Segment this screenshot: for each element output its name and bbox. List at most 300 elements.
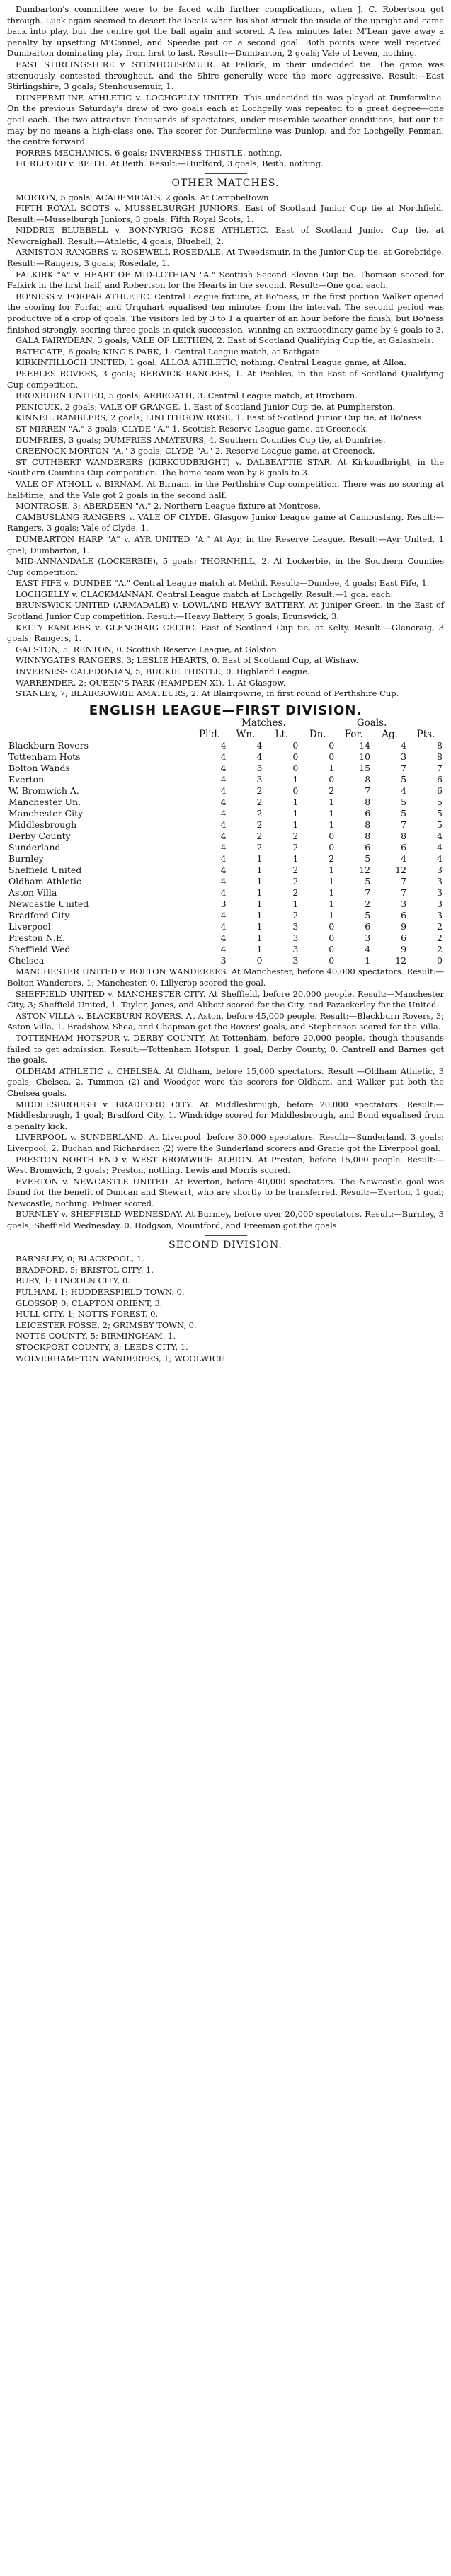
match-report — [7, 1099, 444, 1133]
stat-f: 6 — [365, 842, 371, 853]
divider — [205, 173, 247, 174]
stat-f: 8 — [365, 831, 371, 842]
stat-pts: 4 — [437, 842, 443, 853]
second-division-result: WOLVERHAMPTON WANDERERS, 1; WOOLWICH — [16, 1353, 226, 1363]
stat-w: 1 — [256, 876, 263, 887]
intro-section — [7, 4, 444, 59]
match-text: At Blairgowrie, in first round of Perthshire Cup. — [201, 688, 399, 699]
match-report — [7, 666, 444, 678]
table-row — [7, 819, 444, 831]
stat-a: 6 — [401, 842, 407, 853]
match-text: East of Scotland Qualifying Cup tie, at Galashiels. — [227, 335, 434, 346]
match-heading: BO'NESS v. FORFAR ATHLETIC. — [16, 291, 152, 301]
match-text: Central League match, at Broxburn. — [207, 391, 358, 401]
table-row — [7, 887, 444, 899]
match-report — [7, 446, 444, 457]
stat-a: 7 — [401, 819, 407, 831]
stat-pts: 3 — [437, 865, 443, 876]
table-row — [7, 932, 444, 944]
stat-pts: 4 — [437, 853, 443, 865]
match-report — [7, 479, 444, 501]
stat-d: 0 — [329, 740, 335, 751]
stat-pl: 4 — [220, 876, 227, 887]
match-report — [7, 424, 444, 435]
match-text: At Lockerbie, in the Southern Counties Cup competition. — [7, 556, 444, 577]
stat-a: 8 — [401, 831, 407, 842]
match-report — [7, 357, 444, 369]
match-text: At Burnley, before over 20,000 spectators. Result:—Burnley, 3 goals; Sheffield Wednesday, 0. Hodgson, Mountford, and Freeman got the goals. — [7, 1209, 444, 1231]
match-text: Central League match, at Bathgate. — [174, 346, 323, 357]
stat-w: 2 — [256, 831, 263, 842]
match-text: East of Scotland Junior Cup tie, at Bo'ness. — [246, 412, 425, 423]
stat-f: 8 — [365, 797, 371, 808]
stat-f: 7 — [365, 887, 371, 899]
match-heading: KELTY RANGERS v. GLENCRAIG CELTIC. — [16, 622, 198, 633]
stat-l: 1 — [292, 899, 299, 910]
second-division-result: GLOSSOP, 0; CLAPTON ORIENT, 3. — [16, 1298, 163, 1308]
second-division-result: NOTTS COUNTY, 5; BIRMINGHAM, 1. — [16, 1331, 176, 1341]
stat-pts: 8 — [437, 740, 443, 751]
match-heading: PEEBLES ROVERS, 3 goals; BERWICK RANGERS, 1. — [16, 369, 244, 379]
match-report — [7, 989, 444, 1011]
league-title: ENGLISH LEAGUE—FIRST DIVISION. — [89, 703, 362, 718]
stat-pts: 3 — [437, 876, 443, 887]
match-report — [7, 1177, 444, 1210]
stat-a: 7 — [401, 763, 407, 774]
stat-l: 3 — [292, 921, 299, 932]
stat-w: 3 — [256, 763, 263, 774]
stat-a: 4 — [401, 785, 407, 797]
team-name: Manchester City — [8, 808, 84, 819]
match-heading: MANCHESTER UNITED v. BOLTON WANDERERS. — [16, 966, 229, 977]
match-text: This undecided tie was played at Dunfermline. On the previous Saturday's draw of two goals each at Lochgelly was repeated to a great degree—one goal each. The two attractive thousands of spectators, under miserable weather conditions, but our tie may by no means a high-class one. The scorer for Dunfermline was Dunlop, and for Lochgelly, Penman, the centre forward. — [7, 92, 444, 147]
stat-w: 3 — [256, 774, 263, 785]
match-heading: VALE OF ATHOLL v. BIRNAM. — [16, 478, 144, 489]
match-text: At Glasgow. — [237, 677, 286, 688]
team-name: Sheffield United — [8, 865, 82, 876]
stat-l: 0 — [292, 740, 299, 751]
second-division-results — [7, 1254, 444, 1364]
match-text: Glasgow Junior League game at Cambuslang. Result:—Rangers, 3 goals; Vale of Clyde, 1. — [7, 512, 445, 533]
stat-a: 3 — [401, 899, 407, 910]
stat-f: 8 — [365, 774, 371, 785]
stat-pts: 4 — [437, 831, 443, 842]
stat-l: 0 — [292, 763, 299, 774]
match-heading: ST CUTHBERT WANDERERS (KIRKCUDBRIGHT) v. DALBEATTIE STAR. — [16, 456, 333, 467]
second-division-result: STOCKPORT COUNTY, 3; LEEDS CITY, 1. — [16, 1342, 188, 1352]
stat-pts: 5 — [437, 797, 443, 808]
match-text: At Tottenham, before 20,000 people, though thousands failed to get admission. Result:—Tottenham Hotspur, 1 goal; Derby County, 0. Cantrell and Barnes got the goals. — [7, 1032, 445, 1065]
stat-w: 1 — [256, 910, 263, 921]
match-heading: ARNISTON RANGERS v. ROSEWELL ROSEDALE. — [16, 247, 224, 258]
stat-a: 7 — [401, 887, 407, 899]
match-report — [7, 556, 444, 578]
match-text: East of Scotland Junior Cup tie, at Pumpherston. — [193, 401, 395, 412]
team-name: Manchester Un. — [8, 797, 81, 808]
match-text: At Kirkcudbright, in the Southern Counties Cup competition. The home team won by 8 goals to 3. — [7, 456, 445, 478]
other-matches — [7, 192, 444, 700]
stat-pl: 4 — [220, 763, 227, 774]
stat-d: 1 — [329, 797, 335, 808]
match-report — [7, 966, 444, 988]
match-report — [7, 402, 444, 413]
second-division-result: HULL CITY, 1; NOTTS FOREST, 0. — [16, 1309, 159, 1319]
match-heading: FIFTH ROYAL SCOTS v. MUSSELBURGH JUNIORS. — [16, 203, 241, 214]
table-row — [7, 865, 444, 876]
match-report — [7, 645, 444, 656]
stat-d: 1 — [329, 808, 335, 819]
match-text: Scottish Reserve League, at Galston. — [127, 644, 280, 654]
second-division-result: BARNSLEY, 0; BLACKPOOL, 1. — [16, 1254, 144, 1264]
stat-pts: 5 — [437, 819, 443, 831]
match-report — [7, 1011, 444, 1033]
stat-a: 4 — [401, 853, 407, 865]
match-text: At Peebles, in the East of Scotland Qualifying Cup competition. — [7, 369, 445, 390]
stat-pl: 4 — [220, 740, 227, 751]
match-report — [7, 148, 444, 159]
scottish-results — [7, 59, 444, 170]
stat-f: 14 — [359, 740, 371, 751]
stat-w: 1 — [256, 921, 263, 932]
match-heading: KINNEIL RAMBLERS, 2 goals; LINLITHGOW ROSE, 1. — [16, 412, 244, 423]
match-text: At Middlesbrough, before 20,000 spectators. Result:—Middlesbrough, 1 goal; Bradford City, 1. Windridge scored for Middlesbrough, and Bond equalised from a penalty kick. — [7, 1099, 444, 1131]
team-name: Middlesbrough — [8, 819, 77, 831]
stat-pts: 3 — [437, 887, 443, 899]
stat-w: 4 — [256, 751, 263, 763]
stat-f: 15 — [359, 763, 371, 774]
match-text: Southern Counties Cup tie, at Dumfries. — [219, 434, 386, 445]
match-heading: LOCHGELLY v. CLACKMANNAN. — [16, 589, 154, 599]
stat-w: 1 — [256, 899, 263, 910]
stat-pts: 5 — [437, 808, 443, 819]
stat-d: 1 — [329, 819, 335, 831]
match-report — [7, 347, 444, 358]
table-row — [7, 751, 444, 763]
stat-w: 2 — [256, 808, 263, 819]
match-heading: GALA FAIRYDEAN, 3 goals; VALE OF LEITHEN, 2. — [16, 335, 225, 346]
match-text: At Sheffield, before 20,000 people. Result:—Manchester City, 3; Sheffield United, 1. Taylor, Jones, and Abbott scored for the City, and Fazackerley for the United. — [7, 988, 445, 1010]
english-results — [7, 966, 444, 1231]
col-header: For. — [344, 729, 363, 741]
stat-pl: 4 — [220, 853, 227, 865]
stat-pl: 3 — [220, 955, 227, 966]
stat-pts: 2 — [437, 932, 443, 944]
stat-pts: 8 — [437, 751, 443, 763]
match-report — [7, 412, 444, 424]
match-text: Central League match at Lochgelly. Result:—1 goal each. — [156, 589, 394, 599]
stat-f: 1 — [365, 955, 371, 966]
stat-pts: 2 — [437, 944, 443, 955]
stat-l: 2 — [292, 887, 299, 899]
stat-l: 2 — [292, 842, 299, 853]
match-heading: ST MIRREN "A," 3 goals; CLYDE "A," 1. — [16, 423, 181, 434]
stat-pl: 4 — [220, 921, 227, 932]
match-text: Central League match at Methil. Result:—Dundee, 4 goals; East Fife, 1. — [132, 578, 430, 589]
stat-d: 0 — [329, 751, 335, 763]
match-text: At Preston, before 15,000 people. Result:—West Bromwich, 2 goals; Preston, nothing. Lewis and Morris scored. — [7, 1154, 444, 1176]
stat-pl: 4 — [220, 910, 227, 921]
second-division-result: LEICESTER FOSSE, 2; GRIMSBY TOWN, 0. — [16, 1319, 197, 1330]
match-heading: GREENOCK MORTON "A," 3 goals; CLYDE "A," 2. — [16, 446, 223, 456]
match-text: East of Scotland Junior Cup tie, at Newcraighall. Result:—Athletic, 4 goals; Bluebell, 2. — [7, 225, 444, 246]
match-text: At Campbeltown. — [200, 192, 272, 202]
match-heading: WARRENDER, 2; QUEEN'S PARK (HAMPDEN XI), 1. — [16, 677, 235, 688]
team-name: W. Bromwich A. — [8, 785, 79, 797]
matches-header: Matches. — [241, 717, 286, 729]
stat-d: 0 — [329, 842, 335, 853]
stat-a: 3 — [401, 751, 407, 763]
stat-a: 5 — [401, 808, 407, 819]
stat-pts: 3 — [437, 910, 443, 921]
match-text: At Aston, before 45,000 people. Result:—Blackburn Rovers, 3; Aston Villa, 1. Bradshaw, Shea, and Chapman got the Rovers' goals, and Stephenson scored for the Villa. — [7, 1010, 445, 1032]
stat-d: 1 — [329, 876, 335, 887]
stat-f: 8 — [365, 819, 371, 831]
match-text: At Tweedsmuir, in the Junior Cup tie, at Gorebridge. Result:—Rangers, 3 goals; Rosedale, 1. — [7, 247, 444, 269]
col-header: Wn. — [236, 729, 256, 741]
stat-l: 3 — [292, 955, 299, 966]
match-report — [7, 59, 444, 93]
stat-w: 2 — [256, 819, 263, 831]
table-row — [7, 876, 444, 887]
match-text: At Falkirk, in their undecided tie. The game was strenuously contested throughout, and the Shire generally were the more aggressive. Result:—East Stirlingshire, 3 goals; Stenhousemuir, 1. — [7, 59, 445, 92]
table-row — [7, 921, 444, 932]
stat-d: 0 — [329, 944, 335, 955]
team-name: Oldham Athletic — [8, 876, 81, 887]
stat-l: 1 — [292, 774, 299, 785]
stat-w: 2 — [256, 842, 263, 853]
match-heading: LIVERPOOL v. SUNDERLAND. — [16, 1132, 146, 1143]
match-report — [7, 589, 444, 601]
match-heading: PENICUIK, 2 goals; VALE OF GRANGE, 1. — [16, 401, 191, 412]
match-report — [7, 93, 444, 148]
match-text: Scottish Reserve League game, at Greenock. — [182, 423, 369, 434]
match-text: At Everton, before 40,000 spectators. The Newcastle goal was found for the benefit of Duncan and Stewart, who are shortly to be transferred. Result:—Everton, 1 goal; Newcastle, nothing. Palmer scored. — [7, 1176, 444, 1208]
col-header: Pts. — [416, 729, 435, 741]
team-name: Preston N.E. — [8, 932, 65, 944]
match-report — [7, 1033, 444, 1066]
match-heading: PRESTON NORTH END v. WEST BROMWICH ALBION. — [16, 1154, 254, 1165]
stat-l: 1 — [292, 819, 299, 831]
stat-pl: 4 — [220, 774, 227, 785]
table-row — [7, 955, 444, 966]
stat-f: 7 — [365, 785, 371, 797]
match-report — [7, 678, 444, 689]
team-name: Sunderland — [8, 842, 61, 853]
league-table-body — [7, 740, 444, 966]
second-division-result: BRADFORD, 5; BRISTOL CITY, 1. — [16, 1264, 154, 1275]
stat-a: 5 — [401, 797, 407, 808]
team-name: Derby County — [8, 831, 71, 842]
stat-f: 12 — [359, 865, 371, 876]
stat-d: 1 — [329, 865, 335, 876]
stat-pl: 4 — [220, 785, 227, 797]
stat-pl: 4 — [220, 819, 227, 831]
team-name: Blackburn Rovers — [8, 740, 89, 751]
stat-d: 0 — [329, 774, 335, 785]
match-text: At Liverpool, before 30,000 spectators. Result:—Sunderland, 3 goals; Liverpool, 2. Buchan and Richardson (2) were the Sunderland scorers and Gracie got the Liverpool goal. — [7, 1132, 444, 1153]
league-table — [7, 717, 444, 966]
table-row — [7, 797, 444, 808]
second-division-title: SECOND DIVISION. — [169, 1239, 282, 1251]
match-text: East of Scotland Cup, at Wishaw. — [222, 655, 359, 666]
match-heading: BURNLEY v. SHEFFIELD WEDNESDAY. — [16, 1209, 183, 1220]
match-heading: DUNFERMLINE ATHLETIC v. LOCHGELLY UNITED. — [16, 92, 241, 103]
stat-a: 7 — [401, 876, 407, 887]
table-row — [7, 910, 444, 921]
stat-f: 5 — [365, 876, 371, 887]
stat-a: 4 — [401, 740, 407, 751]
col-header: Ag. — [382, 729, 398, 741]
match-report — [7, 512, 444, 534]
match-report — [7, 158, 444, 170]
stat-pts: 2 — [437, 921, 443, 932]
stat-d: 0 — [329, 921, 335, 932]
stat-l: 2 — [292, 910, 299, 921]
stat-d: 0 — [329, 955, 335, 966]
stat-w: 1 — [256, 887, 263, 899]
stat-pts: 7 — [437, 763, 443, 774]
match-report — [7, 1155, 444, 1177]
table-row — [7, 853, 444, 865]
match-text: Central League game, at Alloa. — [278, 357, 406, 368]
match-text: Northern League fixture at Montrose. — [164, 501, 321, 512]
match-text: At Juniper Green, in the East of Scotland Junior Cup competition. Result:—Heavy Battery, 5 goals; Brunswick, 3. — [7, 600, 444, 622]
match-heading: WINNYGATES RANGERS, 3; LESLIE HEARTS, 0. — [16, 655, 220, 666]
stat-d: 1 — [329, 887, 335, 899]
match-text: At Manchester, before 40,000 spectators. Result:—Bolton Wanderers, 1; Manchester, 0. Lillycrop scored the goal. — [7, 966, 444, 988]
match-text: Reserve League game, at Greenock. — [225, 446, 375, 456]
match-heading: CAMBUSLANG RANGERS v. VALE OF CLYDE. — [16, 512, 211, 522]
stat-w: 2 — [256, 785, 263, 797]
other-matches-title: OTHER MATCHES. — [171, 177, 280, 189]
match-text: At Oldham, before 15,000 spectators. Result:—Oldham Athletic, 3 goals; Chelsea, 2. Tummon (2) and Woodger were the scorers for Oldham, and Walker put both the Chelsea goals. — [7, 1065, 445, 1098]
stat-a: 12 — [395, 955, 407, 966]
stat-f: 3 — [365, 932, 371, 944]
stat-w: 2 — [256, 797, 263, 808]
stat-pl: 4 — [220, 751, 227, 763]
stat-d: 2 — [329, 853, 335, 865]
match-heading: ASTON VILLA v. BLACKBURN ROVERS. — [16, 1010, 183, 1021]
match-heading: MID-ANNANDALE (LOCKERBIE), 5 goals; THORNHILL, 2. — [16, 556, 270, 567]
match-heading: BATHGATE, 6 goals; KING'S PARK, 1. — [16, 346, 172, 357]
team-name: Everton — [8, 774, 45, 785]
match-report — [7, 501, 444, 512]
stat-a: 6 — [401, 910, 407, 921]
stat-pts: 6 — [437, 785, 443, 797]
match-heading: BRUNSWICK UNITED (ARMADALE) v. LOWLAND HEAVY BATTERY. — [16, 600, 306, 611]
match-heading: EAST STIRLINGSHIRE v. STENHOUSEMUIR. — [16, 59, 216, 69]
stat-pl: 4 — [220, 887, 227, 899]
stat-f: 4 — [365, 944, 371, 955]
match-text: East of Scotland Cup tie, at Kelty. Result:—Glencraig, 3 goals; Rangers, 1. — [7, 622, 444, 644]
match-report — [7, 534, 444, 556]
second-division-result: FULHAM, 1; HUDDERSFIELD TOWN, 0. — [16, 1287, 185, 1298]
match-report — [7, 270, 444, 291]
col-header: Pl'd. — [199, 729, 221, 741]
goals-header: Goals. — [356, 717, 387, 729]
stat-w: 1 — [256, 865, 263, 876]
table-head-group — [7, 717, 444, 729]
table-row — [7, 944, 444, 955]
match-heading: EAST FIFE v. DUNDEE "A." — [16, 578, 131, 589]
match-report — [7, 369, 444, 391]
stat-pl: 3 — [220, 899, 227, 910]
stat-f: 5 — [365, 853, 371, 865]
match-report — [7, 623, 444, 645]
table-row — [7, 808, 444, 819]
match-heading: GALSTON, 5; RENTON, 0. — [16, 644, 125, 654]
divider — [205, 1235, 247, 1236]
match-report — [7, 291, 444, 335]
match-report — [7, 192, 444, 204]
stat-l: 2 — [292, 876, 299, 887]
match-report — [7, 655, 444, 666]
table-row — [7, 774, 444, 785]
match-report — [7, 600, 444, 622]
team-name: Sheffield Wed. — [8, 944, 74, 955]
col-header: Dn. — [309, 729, 326, 741]
stat-d: 1 — [329, 910, 335, 921]
stat-w: 0 — [256, 955, 263, 966]
stat-f: 10 — [359, 751, 371, 763]
stat-w: 1 — [256, 932, 263, 944]
stat-l: 1 — [292, 797, 299, 808]
match-heading: MIDDLESBROUGH v. BRADFORD CITY. — [16, 1099, 193, 1109]
stat-w: 1 — [256, 853, 263, 865]
team-name: Bradford City — [8, 910, 70, 921]
match-report — [7, 1066, 444, 1099]
match-text: East of Scotland Junior Cup tie at Northfield. Result:—Musselburgh Juniors, 3 goals; Fifth Royal Scots, 1. — [7, 203, 445, 224]
stat-d: 1 — [329, 899, 335, 910]
stat-pl: 4 — [220, 831, 227, 842]
table-row — [7, 740, 444, 751]
match-text: At Ayr, in the Reserve League. Result:—Ayr United, 1 goal; Dumbarton, 1. — [7, 533, 445, 555]
stat-d: 1 — [329, 763, 335, 774]
stat-a: 9 — [401, 921, 407, 932]
team-name: Bolton Wands — [8, 763, 70, 774]
match-text: At Beith. Result:—Hurlford, 3 goals; Beith, nothing. — [110, 158, 324, 169]
stat-a: 12 — [395, 865, 407, 876]
match-text: Scottish Second Eleven Cup tie. Thomson scored for Falkirk in the first half, and Robertson for the Hearts in the second. Result:—One goal each. — [7, 269, 444, 291]
match-heading: STANLEY, 7; BLAIRGOWRIE AMATEURS, 2. — [16, 688, 199, 699]
table-row — [7, 842, 444, 853]
match-heading: KIRKINTILLOCH UNITED, 1 goal; ALLOA ATHLETIC, nothing. — [16, 357, 275, 368]
match-report — [7, 435, 444, 446]
table-head-cols — [7, 729, 444, 740]
stat-f: 6 — [365, 808, 371, 819]
stat-pts: 6 — [437, 774, 443, 785]
match-heading: OLDHAM ATHLETIC v. CHELSEA. — [16, 1065, 161, 1076]
team-name: Aston Villa — [8, 887, 57, 899]
match-heading: BROXBURN UNITED, 5 goals; ARBROATH, 3. — [16, 391, 205, 401]
stat-pl: 4 — [220, 944, 227, 955]
match-heading: NIDDRIE BLUEBELL v. BONNYRIGG ROSE ATHLETIC. — [16, 225, 268, 236]
match-heading: EVERTON v. NEWCASTLE UNITED. — [16, 1176, 171, 1186]
table-row — [7, 785, 444, 797]
match-heading: TOTTENHAM HOTSPUR v. DERBY COUNTY. — [16, 1032, 206, 1043]
stat-pl: 4 — [220, 808, 227, 819]
intro-paragraph: Dumbarton's committee were to be faced with further complications, when J. C. Robertson got through. Luck again seemed to desert the locals when his shot struck the inside of the upright and came back into play, but the centre got the ball again and scored. A few minutes later M'Lean gave away a penalty by upsetting M'Connel, and Speedie put on a second goal. Both points were well received. Dumbarton dominating play from first to last. Result:—Dumbarton, 2 goals; Vale of Leven, nothing. — [7, 4, 444, 59]
match-text: Highland League. — [236, 666, 310, 677]
stat-l: 1 — [292, 853, 299, 865]
table-row — [7, 831, 444, 842]
match-heading: SHEFFIELD UNITED v. MANCHESTER CITY. — [16, 988, 206, 999]
stat-d: 2 — [329, 785, 335, 797]
match-report — [7, 1209, 444, 1231]
stat-a: 5 — [401, 774, 407, 785]
match-report — [7, 225, 444, 247]
stat-f: 2 — [365, 899, 371, 910]
